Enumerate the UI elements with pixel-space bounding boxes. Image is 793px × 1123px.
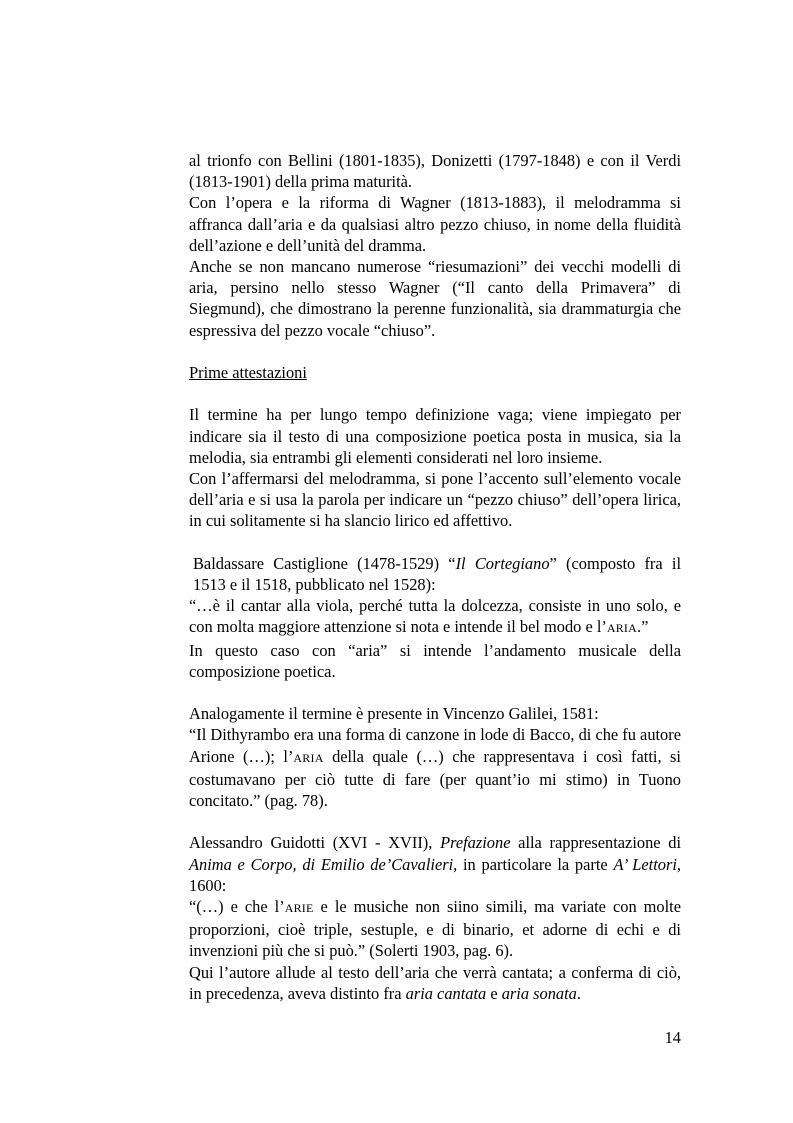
paragraph-verdi-text: al trionfo con Bellini (1801-1835), Donizetti (1797-1848) e con il Verdi (1813-1901) della prima maturità. xyxy=(189,151,681,192)
paragraph-melodramma-text: Con l’affermarsi del melodramma, si pone l’accento sull’elemento vocale dell’aria e si usa la parola per indicare un “pezzo chiuso” dell’opera lirica, in cui solitamente si ha slancio lirico ed affettivo. xyxy=(189,469,681,531)
guidotti-comment-and: e xyxy=(486,983,502,1003)
castiglione-quote-aria: ARIA xyxy=(606,621,637,636)
section-heading: Prime attestazioni xyxy=(189,363,307,383)
castiglione-pre: Baldassare Castiglione (1478-1529) “ xyxy=(193,553,456,573)
spacer xyxy=(189,682,681,703)
paragraph-melodramma xyxy=(189,468,681,532)
spacer xyxy=(189,383,681,404)
galilei-quote xyxy=(189,724,681,811)
guidotti-pre: Alessandro Guidotti (XVI - XVII), xyxy=(189,833,441,853)
paragraph-wagner-text: Con l’opera e la riforma di Wagner (1813-1883), il melodramma si affranca dall’aria e da qualsiasi altro pezzo chiuso, in nome della fluidità dell’azione e dell’unità del dramma. xyxy=(189,193,681,255)
galilei-quote-aria: ARIA xyxy=(293,750,324,765)
paragraph-wagner xyxy=(189,192,681,256)
castiglione-comment-text: In questo caso con “aria” si intende l’andamento musicale della composizione poetica. xyxy=(189,640,681,681)
galilei-quote-pre: “Il Dithyrambo era una forma di canzone in lode di Bacco, di che fu autore Arione (…); l’ xyxy=(189,725,681,766)
guidotti-lettori: A’ Lettori, xyxy=(613,854,681,874)
guidotti-quote-arie: ARIE xyxy=(284,901,314,916)
guidotti-comment-pre: Qui l’autore allude al testo dell’aria che verrà cantata; a conferma di ciò, in precedenza, aveva distinto fra xyxy=(189,962,681,1003)
spacer xyxy=(189,341,681,362)
guidotti-work: Anima e Corpo, di Emilio de’Cavalieri, xyxy=(189,854,458,874)
castiglione-quote-post: .” xyxy=(636,617,649,637)
page-body xyxy=(189,150,681,1004)
castiglione-quote-pre: “…è il cantar alla viola, perché tutta la dolcezza, consiste in uno solo, e con molta maggiore attenzione si nota e intende il bel modo e l’ xyxy=(189,596,681,637)
guidotti-citation xyxy=(189,832,681,896)
guidotti-quote xyxy=(189,896,681,962)
castiglione-quote xyxy=(189,595,681,639)
spacer xyxy=(189,532,681,553)
castiglione-comment xyxy=(189,640,681,682)
castiglione-citation xyxy=(189,553,681,595)
page-number: 14 xyxy=(664,1028,681,1047)
guidotti-aria-sonata: aria sonata xyxy=(501,983,577,1003)
guidotti-year: 1600: xyxy=(189,875,227,895)
guidotti-quote-post: e le musiche non siino simili, ma variate con molte proporzioni, cioè triple, sestuple, e di binario, et adorne di echi e di invenzioni più che si può.” (Solerti 1903, pag. 6). xyxy=(189,897,681,961)
paragraph-verdi xyxy=(189,150,681,192)
galilei-intro-text: Analogamente il termine è presente in Vincenzo Galilei, 1581: xyxy=(189,704,599,724)
guidotti-mid2: in particolare la parte xyxy=(457,854,614,874)
spacer xyxy=(189,811,681,832)
guidotti-quote-pre: “(…) e che l’ xyxy=(189,897,285,917)
paragraph-riesumazioni-text: Anche se non mancano numerose “riesumazioni” dei vecchi modelli di aria, persino nello stesso Wagner (“Il canto della Primavera” di Siegmund), che dimostrano la perenne funzionalità, sia drammaturgia che espressiva del pezzo vocale “chiuso”. xyxy=(189,257,681,340)
castiglione-post: ” (composto fra il 1513 e il 1518, pubblicato nel 1528): xyxy=(193,553,681,595)
guidotti-prefazione: Prefazione xyxy=(440,833,511,853)
guidotti-aria-cantata: aria cantata xyxy=(405,983,487,1003)
paragraph-definizione xyxy=(189,404,681,468)
guidotti-comment xyxy=(189,962,681,1004)
galilei-quote-post: della quale (…) che rappresentava i così fatti, si costumavano per ciò tutte di fare (per quant’io mi stimo) in Tuono concitato.” (pag. 78). xyxy=(189,746,681,811)
galilei-intro xyxy=(189,703,681,724)
guidotti-mid1: alla rappresentazione di xyxy=(510,833,681,853)
paragraph-definizione-text: Il termine ha per lungo tempo definizione vaga; viene impiegato per indicare sia il testo di una composizione poetica posta in musica, sia la melodia, sia entrambi gli elementi considerati nel loro insieme. xyxy=(189,405,681,467)
castiglione-title: Il Cortegiano xyxy=(455,553,550,573)
paragraph-riesumazioni xyxy=(189,256,681,341)
guidotti-comment-end: . xyxy=(576,983,581,1003)
